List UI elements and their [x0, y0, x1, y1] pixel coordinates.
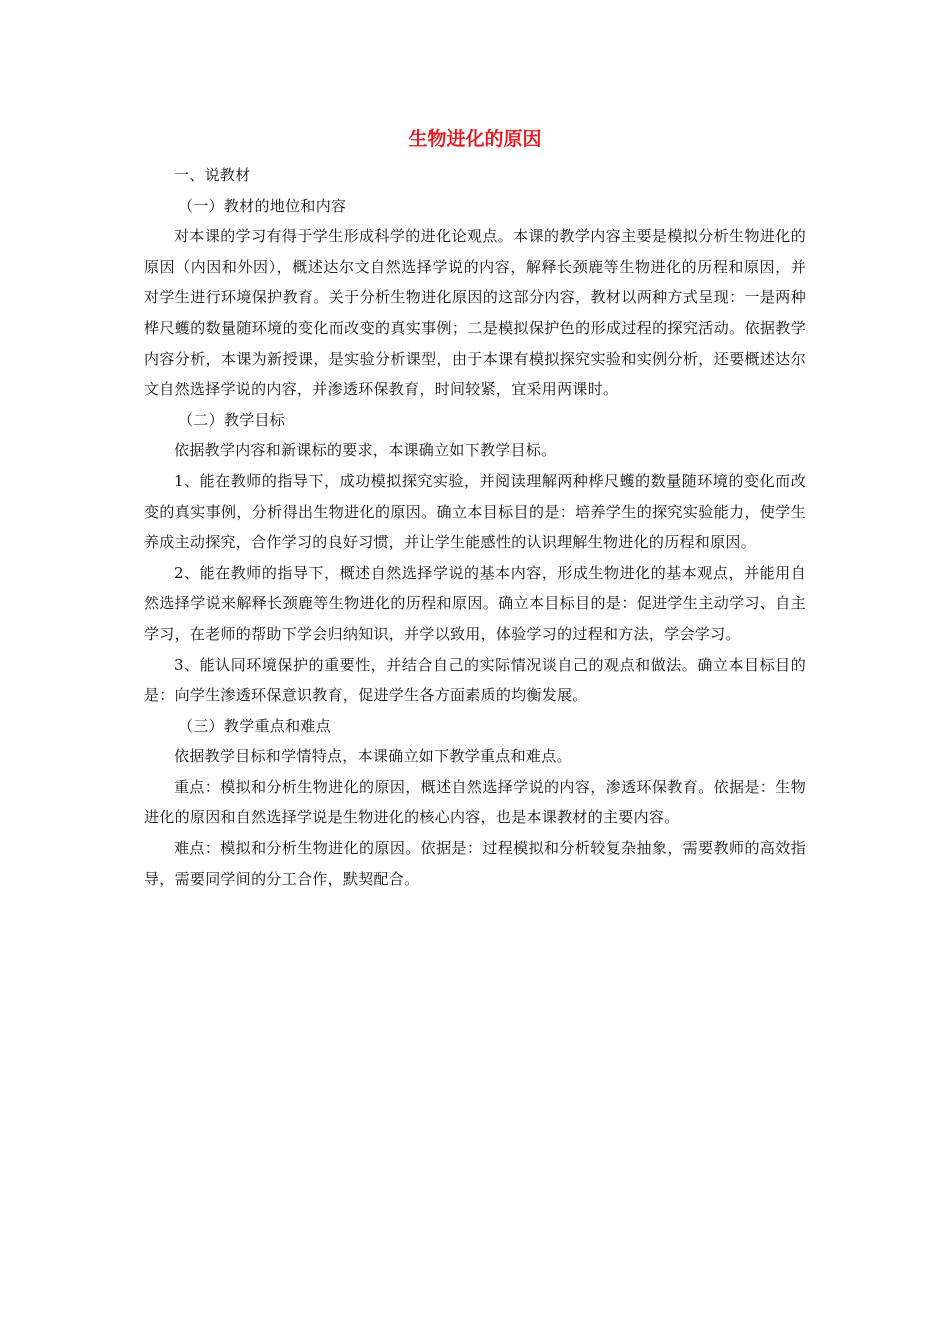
paragraph: 对本课的学习有得于学生形成科学的进化论观点。本课的教学内容主要是模拟分析生物进化的原因（内因和外因），概述达尔文自然选择学说的内容，解释长颈鹿等生物进化的历程和原因，并对学生进行环境保护教育。关于分析生物进化原因的这部分内容，教材以两种方式呈现：一是两种桦尺蠖的数量随环境的变化而改变的真实事例；二是模拟保护色的形成过程的探究活动。依据教学内容分析，本课为新授课，是实验分析课型，由于本课有模拟探究实验和实例分析，还要概述达尔文自然选择学说的内容，并渗透环保教育，时间较紧，宜采用两课时。: [144, 227, 806, 399]
paragraph: 依据教学内容和新课标的要求，本课确立如下教学目标。: [174, 441, 557, 460]
paragraph: 重点：模拟和分析生物进化的原因，概述自然选择学说的内容，渗透环保教育。依据是：生物进化的原因和自然选择学说是生物进化的核心内容，也是本课教材的主要内容。: [144, 777, 806, 827]
subsection-heading: （一）教材的地位和内容: [178, 196, 347, 215]
document-body: [144, 160, 806, 894]
section-heading: 一、说教材: [174, 166, 251, 184]
paragraph: 1、能在教师的指导下，成功模拟探究实验，并阅读理解两种桦尺蠖的数量随环境的变化而改变的真实事例，分析得出生物进化的原因。确立本目标目的是：培养学生的探究实验能力，使学生养成主动探究，合作学习的良好习惯，并让学生能感性的认识理解生物进化的历程和原因。: [144, 471, 806, 552]
paragraph: 3、能认同环境保护的重要性，并结合自己的实际情况谈自己的观点和做法。确立本目标目的是：向学生渗透环保意识教育，促进学生各方面素质的均衡发展。: [144, 655, 806, 705]
subsection-heading: （三）教学重点和难点: [178, 716, 332, 735]
paragraph: 2、能在教师的指导下，概述自然选择学说的基本内容，形成生物进化的基本观点，并能用自然选择学说来解释长颈鹿等生物进化的历程和原因。确立本目标目的是：促进学生主动学习、自主学习，在老师的帮助下学会归纳知识，并学以致用，体验学习的过程和方法，学会学习。: [144, 563, 806, 643]
paragraph: 依据教学目标和学情特点，本课确立如下教学重点和难点。: [174, 747, 572, 766]
document-title: 生物进化的原因: [408, 128, 542, 150]
subsection-heading: （二）教学目标: [178, 410, 286, 429]
paragraph: 难点：模拟和分析生物进化的原因。依据是：过程模拟和分析较复杂抽象，需要教师的高效指导，需要同学间的分工合作，默契配合。: [144, 839, 806, 888]
